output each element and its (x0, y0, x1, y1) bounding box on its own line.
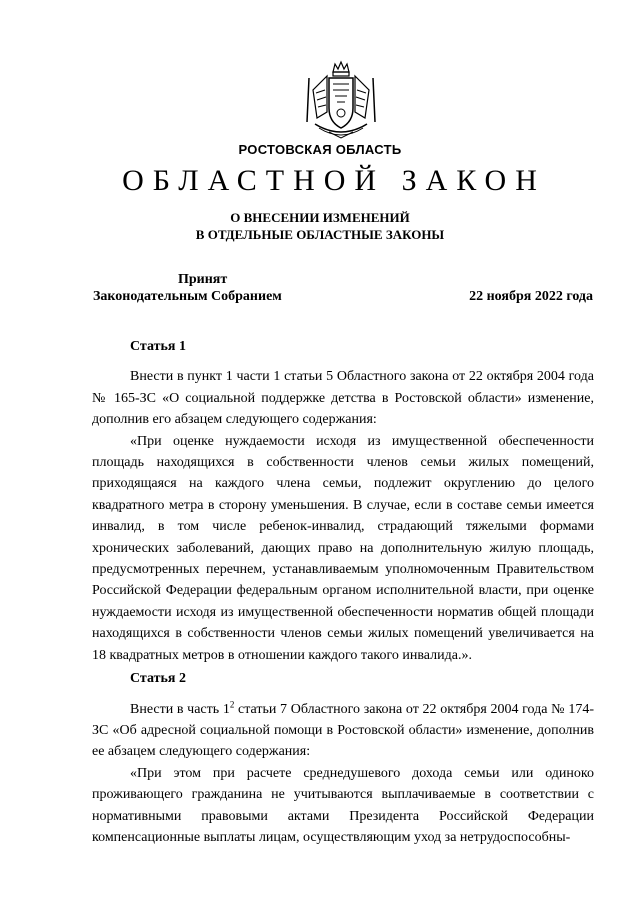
adopting-body: Законодательным Собранием (93, 289, 282, 304)
adoption-date: 22 ноября 2022 года (469, 289, 593, 304)
article-2-p1-superscript: 2 (229, 698, 235, 709)
law-subject-line-2: В ОТДЕЛЬНЫЕ ОБЛАСТНЫЕ ЗАКОНЫ (195, 227, 445, 242)
article-2-paragraph-1 (92, 699, 594, 763)
adopted-label: Принят (178, 272, 228, 287)
article-2-heading: Статья 2 (130, 671, 186, 687)
law-subject (0, 209, 640, 243)
document-title: ОБЛАСТНОЙ ЗАКОН (122, 164, 546, 197)
article-2-p1-text-start: Внести в часть 1 (130, 701, 230, 717)
law-subject-line-1: О ВНЕСЕНИИ ИЗМЕНЕНИЙ (230, 210, 410, 225)
article-2-p1-text-end: статьи 7 Областного закона от 22 октября 2004 года № 174-ЗС «Об адресной социальной помощи в Ростовской области» изменение, дополнив ее абзацем следующего содержания: (92, 701, 594, 760)
region-name: РОСТОВСКАЯ ОБЛАСТЬ (238, 142, 402, 157)
article-2-paragraph-2: «При этом при расчете среднедушевого дохода семьи или одиноко проживающего гражданина не учитываются выплачиваемые в соответствии с нормативными правовыми актами Президента Российской Федерации компенсационные выплаты лицам, осуществляющим уход за нетрудоспособны- (92, 765, 594, 845)
article-1-heading: Статья 1 (130, 339, 186, 354)
coat-of-arms-emblem (299, 60, 383, 144)
law-body (92, 336, 594, 848)
article-1-paragraph-1: Внести в пункт 1 части 1 статьи 5 Областного закона от 22 октября 2004 года № 165-ЗС «О социальной поддержке детства в Ростовской области» изменение, дополнив его абзацем следующего содержания: (92, 369, 594, 428)
article-1-paragraph-2: «При оценке нуждаемости исходя из имущественной обеспеченности площадь находящихся в собственности членов семьи жилых помещений, приходящаяся на каждого члена семьи, подлежит округлению до целого квадратного метра в сторону уменьшения. В случае, если в составе семьи имеется инвалид, в том числе ребенок-инвалид, страдающий тяжелыми формами хронических заболеваний, дающих право на дополнительную жилую площадь, предусмотренных перечнем, устанавливаемым уполномоченным Правительством Российской Федерации федеральным органом исполнительной власти, при оценке нуждаемости исходя из имущественной обеспеченности норматив общей площади находящихся в собственности членов семьи жилых помещений увеличивается на 18 квадратных метров в отношении каждого такого инвалида.». (92, 433, 594, 663)
